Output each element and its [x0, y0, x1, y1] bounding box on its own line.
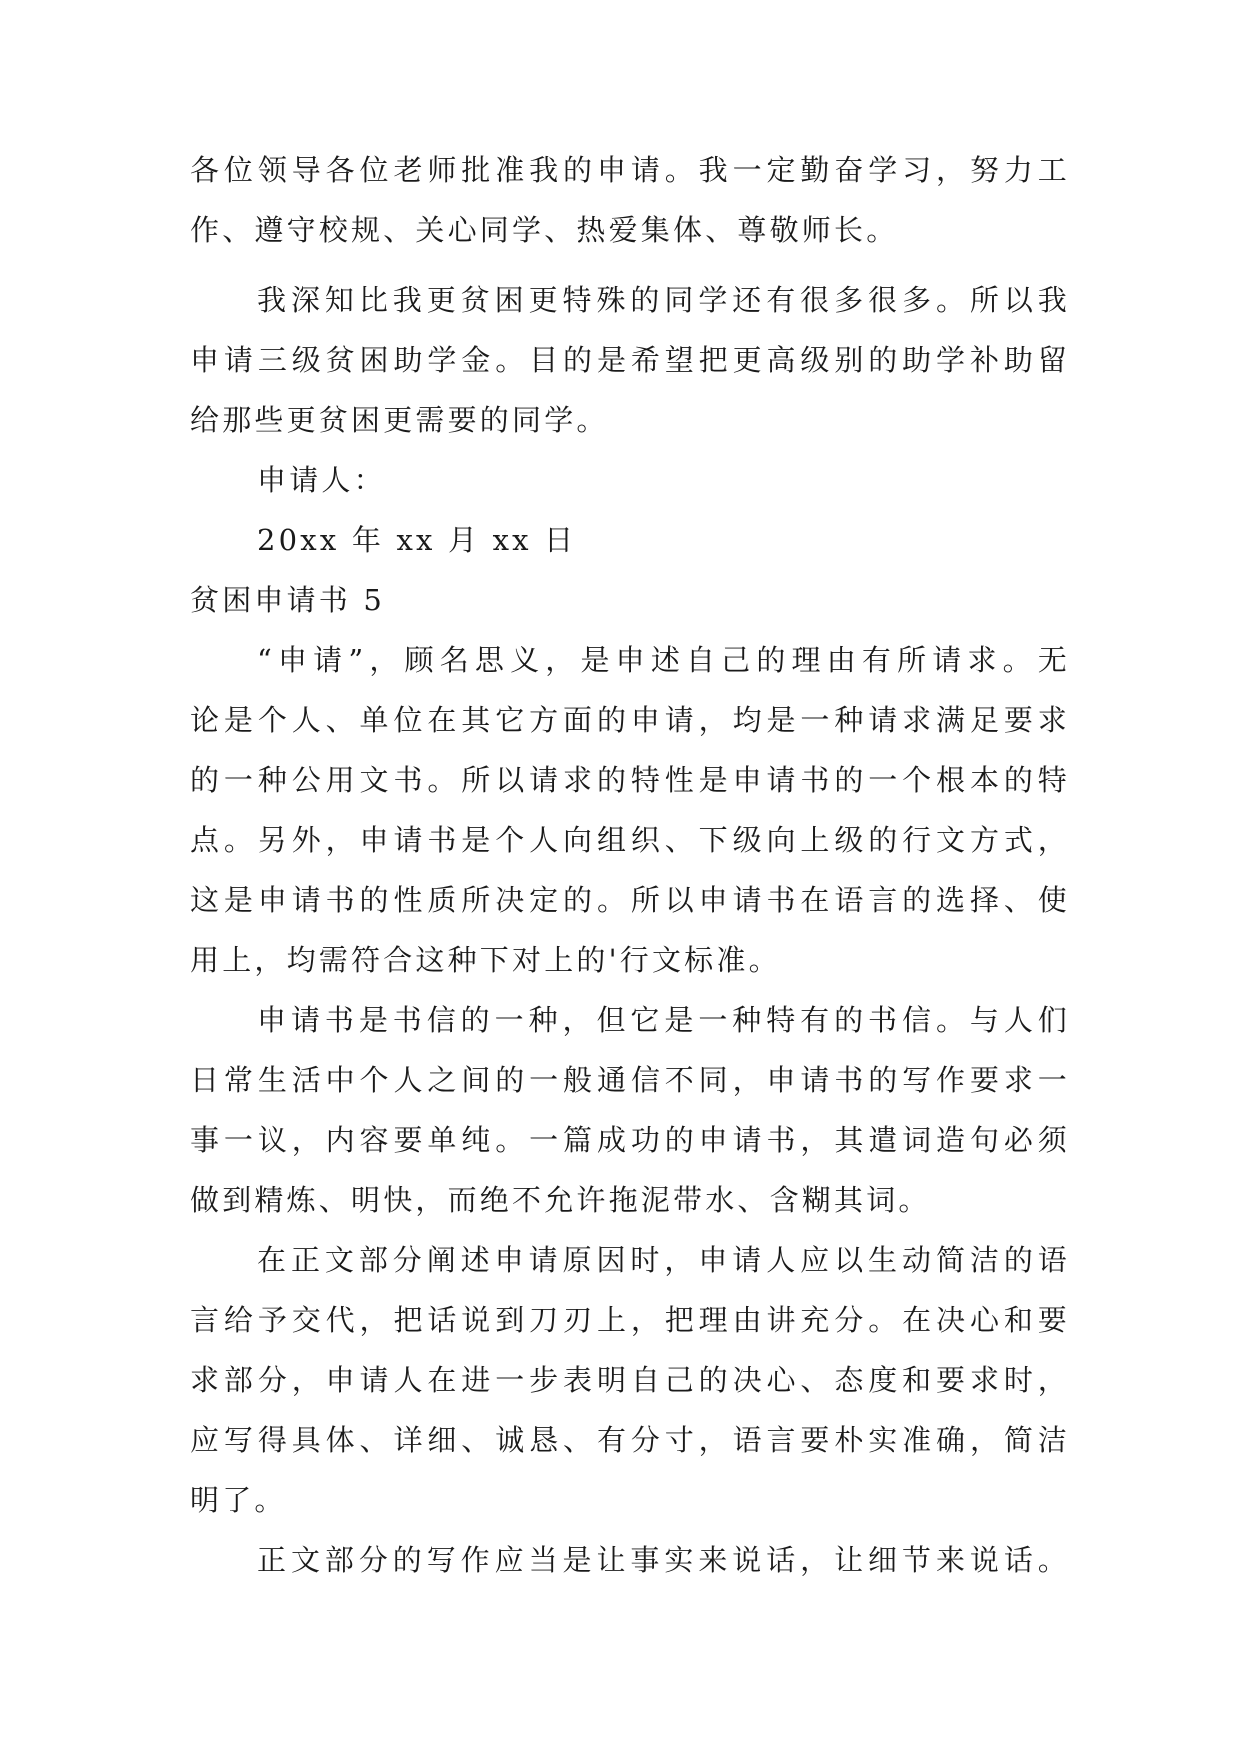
- paragraph-line: 日常生活中个人之间的一般通信不同，申请书的写作要求一: [190, 1063, 1070, 1097]
- paragraph-line: 正文部分的写作应当是让事实来说话，让细节来说话。: [257, 1543, 1070, 1577]
- paragraph-line: 明了。: [190, 1483, 287, 1517]
- signature-label: 申请人：: [257, 463, 386, 497]
- paragraph-line: 我深知比我更贫困更特殊的同学还有很多很多。所以我: [257, 283, 1070, 317]
- paragraph-line: 应写得具体、详细、诚恳、有分寸，语言要朴实准确，简洁: [190, 1423, 1070, 1457]
- paragraph-line: 给那些更贫困更需要的同学。: [190, 403, 609, 437]
- paragraph-line: 论是个人、单位在其它方面的申请，均是一种请求满足要求: [190, 703, 1070, 737]
- paragraph-line: 申请三级贫困助学金。目的是希望把更高级别的助学补助留: [190, 343, 1070, 377]
- date-line: 20xx 年 xx 月 xx 日: [257, 523, 577, 557]
- paragraph-line: 言给予交代，把话说到刀刃上，把理由讲充分。在决心和要: [190, 1303, 1070, 1337]
- paragraph-line: 各位领导各位老师批准我的申请。我一定勤奋学习，努力工: [190, 153, 1070, 187]
- paragraph-line: 求部分，申请人在进一步表明自己的决心、态度和要求时，: [190, 1363, 1070, 1397]
- paragraph-line: 在正文部分阐述申请原因时，申请人应以生动简洁的语: [257, 1243, 1070, 1277]
- section-heading: 贫困申请书 5: [190, 583, 386, 617]
- paragraph-line: 的一种公用文书。所以请求的特性是申请书的一个根本的特: [190, 763, 1070, 797]
- paragraph-line: “申请”，顾名思义，是申述自己的理由有所请求。无: [257, 643, 1070, 677]
- paragraph-line: 这是申请书的性质所决定的。所以申请书在语言的选择、使: [190, 883, 1070, 917]
- paragraph-line: 申请书是书信的一种，但它是一种特有的书信。与人们: [257, 1003, 1070, 1037]
- paragraph-line: 点。另外，申请书是个人向组织、下级向上级的行文方式，: [190, 823, 1070, 857]
- paragraph-line: 用上，均需符合这种下对上的'行文标准。: [190, 943, 781, 977]
- paragraph-line: 事一议，内容要单纯。一篇成功的申请书，其遣词造句必须: [190, 1123, 1070, 1157]
- paragraph-line: 做到精炼、明快，而绝不允许拖泥带水、含糊其词。: [190, 1183, 931, 1217]
- paragraph-line: 作、遵守校规、关心同学、热爱集体、尊敬师长。: [190, 213, 899, 247]
